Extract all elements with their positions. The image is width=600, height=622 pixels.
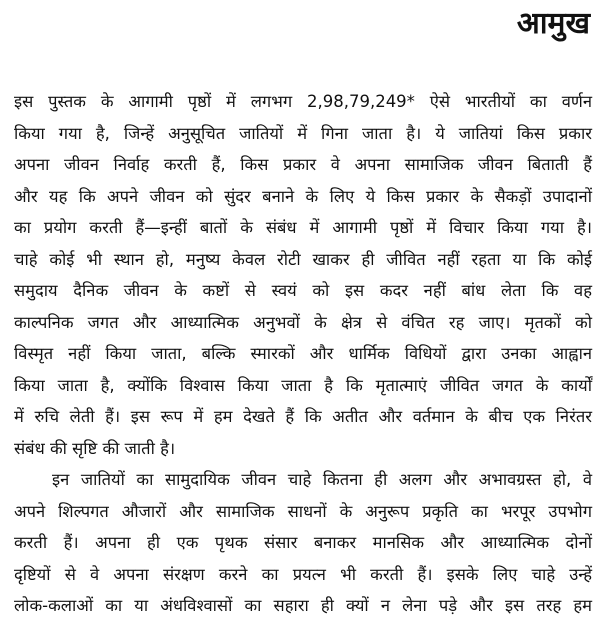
text-line: संबंध की सृष्टि की जाती है। <box>14 438 176 458</box>
text-line: लोक-कलाओं का या अंधविश्वासों का सहारा ही क्यों न लेना पड़े और इस तरह हम <box>14 596 592 615</box>
text-line: अपने शिल्पगत औजारों और सामाजिक साधनों के अनुरूप प्रकृति का भरपूर उपभोग <box>14 501 592 521</box>
page-heading: आमुख <box>516 6 590 41</box>
text-line: अपना जीवन निर्वाह करती हैं, किस प्रकार वे अपना सामाजिक जीवन बिताती हैं <box>14 155 592 174</box>
body-text <box>14 86 592 622</box>
text-line: काल्पनिक जगत और आध्यात्मिक अनुभवों के क्षेत्र से वंचित रह जाए। मृतकों को <box>14 312 592 332</box>
text-line: विस्मृत नहीं किया जाता, बल्कि स्मारकों और धार्मिक विधियों द्वारा उनका आह्वान <box>14 344 592 363</box>
text-line: समुदाय दैनिक जीवन के कष्टों से स्वयं को इस कदर नहीं बांध लेता कि वह <box>14 281 592 300</box>
text-line: चाहे कोई भी स्थान हो, मनुष्य केवल रोटी खाकर ही जीवित नहीं रहता या कि कोई <box>14 249 592 269</box>
text-line: का प्रयोग करती हैं—इन्हीं बातों के संबंध में आगामी पृष्ठों में विचार किया गया है। <box>14 218 592 237</box>
text-line: इन जातियों का सामुदायिक जीवन चाहे कितना ही अलग और अभावग्रस्त हो, वे <box>52 470 592 489</box>
text-line: और यह कि अपने जीवन को सुंदर बनाने के लिए ये किस प्रकार के सैकड़ों उपादानों <box>14 186 592 206</box>
text-line: किया जाता है, क्योंकि विश्वास किया जाता है कि मृतात्माएं जीवित जगत के कार्यों <box>14 375 592 395</box>
text-line: दृष्टियों से वे अपना संरक्षण करने का प्रयत्न भी करती हैं। इसके लिए चाहे उन्हें <box>14 564 592 584</box>
text-line: किया गया है, जिन्हें अनुसूचित जातियों में गिना जाता है। ये जातियां किस प्रकार <box>14 123 592 143</box>
text-line: में रुचि लेती हैं। इस रूप में हम देखते हैं कि अतीत और वर्तमान के बीच एक निरंतर <box>14 407 592 426</box>
text-line: करती हैं। अपना ही एक पृथक संसार बनाकर मानसिक और आध्यात्मिक दोनों <box>14 533 592 552</box>
text-line: इस पुस्तक के आगामी पृष्ठों में लगभग 2,98,79,249* ऐसे भारतीयों का वर्णन <box>14 92 592 111</box>
